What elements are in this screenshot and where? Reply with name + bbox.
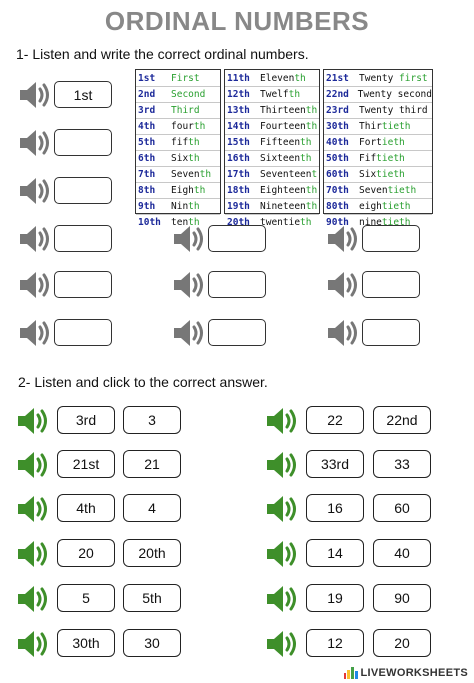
ordinal-word-stem: Sixteen (260, 153, 301, 164)
answer-option[interactable]: 33rd (306, 450, 364, 478)
ordinal-number: 21st (326, 72, 349, 84)
ordinal-number: 70th (326, 185, 349, 196)
answer-option[interactable]: 90 (373, 584, 431, 612)
ordinal-word-suffix: First (171, 72, 200, 84)
speaker-icon[interactable] (265, 492, 301, 526)
ordinal-word-suffix: th (300, 137, 312, 148)
speaker-icon[interactable] (265, 537, 301, 571)
ordinal-number: 5th (138, 137, 156, 148)
reference-row (225, 70, 319, 86)
ordinal-number: 16th (227, 153, 250, 164)
speaker-icon[interactable] (18, 316, 54, 350)
answer-input-4[interactable] (54, 225, 112, 252)
ordinal-word-stem: Six (359, 169, 377, 180)
ordinal-word (257, 201, 317, 212)
ordinal-word-stem: Twenty second (357, 89, 432, 100)
reference-row (324, 70, 432, 86)
ordinal-word (168, 89, 205, 100)
ordinal-word (257, 89, 300, 100)
ordinal-word (168, 137, 200, 148)
answer-option[interactable]: 21st (57, 450, 115, 478)
reference-row (225, 86, 319, 102)
reference-row (324, 102, 432, 118)
reference-row (225, 166, 319, 182)
ordinal-word-suffix: th (305, 201, 318, 212)
ordinal-word-suffix: th (288, 89, 301, 100)
speaker-icon[interactable] (265, 448, 301, 482)
ordinal-word (356, 121, 411, 132)
answer-option[interactable]: 4 (123, 494, 181, 522)
speaker-icon[interactable] (326, 268, 362, 302)
ordinal-word-stem: Seven (171, 169, 200, 180)
speaker-icon[interactable] (16, 492, 52, 526)
reference-row (324, 182, 432, 198)
reference-column-3 (323, 69, 433, 228)
answer-option[interactable]: 40 (373, 539, 431, 567)
speaker-icon[interactable] (16, 582, 52, 616)
ordinal-number: 40th (326, 137, 349, 148)
ordinal-number: 3rd (138, 105, 156, 116)
ordinal-word-suffix: th (193, 121, 206, 132)
reference-row (324, 198, 432, 214)
ordinal-number: 15th (227, 137, 250, 148)
reference-row (136, 214, 220, 230)
ordinal-word-stem: Fourteen (260, 121, 306, 132)
ordinal-word (168, 73, 200, 84)
ordinal-word-stem: fif (171, 137, 189, 148)
ordinal-word (257, 153, 312, 164)
answer-input-12[interactable] (362, 319, 420, 346)
ordinal-word-suffix: th (199, 169, 212, 180)
ordinal-word (356, 185, 416, 196)
ordinal-number: 13th (227, 105, 250, 116)
ordinal-word (257, 137, 312, 148)
ordinal-word-suffix: th (193, 185, 206, 196)
ordinal-word-stem: Twelf (260, 89, 289, 100)
ordinal-number: 18th (227, 185, 250, 196)
speaker-icon[interactable] (18, 78, 54, 112)
answer-input-1[interactable]: 1st (54, 81, 112, 108)
ordinal-word (257, 73, 306, 84)
ordinal-word-stem: Twenty third (359, 105, 428, 116)
ordinal-word-suffix: t (311, 169, 318, 180)
ordinal-word (356, 201, 411, 212)
ordinal-word-stem: eigh (359, 201, 382, 212)
ordinal-word (257, 121, 317, 132)
reference-column-2 (224, 69, 320, 228)
reference-row (136, 70, 220, 86)
reference-row (324, 86, 432, 102)
ordinal-word-stem: Six (171, 153, 189, 164)
ordinal-number: 2nd (138, 89, 156, 100)
ordinal-word (168, 217, 200, 228)
ordinal-word-stem: ten (171, 217, 189, 228)
reference-row (324, 134, 432, 150)
reference-row (136, 198, 220, 214)
ordinal-number: 8th (138, 185, 156, 196)
answer-option[interactable]: 30 (123, 629, 181, 657)
reference-row (136, 182, 220, 198)
answer-input-11[interactable] (208, 319, 266, 346)
speaker-icon[interactable] (16, 404, 52, 438)
liveworksheets-logo (344, 667, 469, 679)
speaker-icon[interactable] (326, 316, 362, 350)
ordinal-number: 30th (326, 121, 349, 132)
speaker-icon[interactable] (18, 222, 54, 256)
ordinal-number: 23rd (326, 105, 349, 116)
speaker-icon[interactable] (16, 537, 52, 571)
answer-option[interactable]: 20th (123, 539, 181, 567)
ordinal-word-stem: Eleven (260, 72, 295, 84)
ordinal-word-suffix: first (399, 72, 428, 84)
ordinal-word (355, 89, 432, 100)
answer-input-2[interactable] (54, 129, 112, 156)
answer-option[interactable]: 20 (373, 629, 431, 657)
answer-option[interactable]: 21 (123, 450, 181, 478)
ordinal-word-suffix: tieth (381, 121, 411, 132)
ordinal-word (356, 73, 428, 84)
ordinal-number: 50th (326, 153, 349, 164)
ordinal-word-stem: Twenty (359, 72, 400, 84)
answer-option[interactable]: 4th (57, 494, 115, 522)
ordinal-number: 7th (138, 169, 156, 180)
reference-row (225, 118, 319, 134)
answer-input-8[interactable] (208, 271, 266, 298)
ordinal-word-suffix: th (188, 201, 200, 212)
ordinal-number: 1st (138, 72, 156, 84)
speaker-icon[interactable] (16, 627, 52, 661)
answer-option[interactable]: 14 (306, 539, 364, 567)
reference-row (324, 214, 432, 230)
answer-option[interactable]: 30th (57, 629, 115, 657)
speaker-icon[interactable] (172, 268, 208, 302)
speaker-icon[interactable] (16, 448, 52, 482)
reference-column-1 (135, 69, 221, 228)
ordinal-word-stem: Thirteen (260, 105, 306, 116)
answer-option[interactable]: 12 (306, 629, 364, 657)
reference-row (225, 102, 319, 118)
ordinal-word (356, 217, 411, 228)
ordinal-word-suffix: tieth (381, 201, 411, 212)
ordinal-word-suffix: th (300, 153, 312, 164)
answer-input-3[interactable] (54, 177, 112, 204)
speaker-icon[interactable] (18, 268, 54, 302)
ordinal-word (257, 105, 317, 116)
answer-option[interactable]: 3 (123, 406, 181, 434)
ordinal-word-stem: Seventeen (260, 169, 312, 180)
answer-input-7[interactable] (54, 271, 112, 298)
ordinal-word-suffix: th (294, 72, 306, 84)
ordinal-word-suffix: th (305, 105, 318, 116)
ordinal-word (356, 169, 405, 180)
speaker-icon[interactable] (18, 174, 54, 208)
ordinal-word-suffix: Third (171, 105, 200, 116)
ordinal-word-stem: Thir (359, 121, 382, 132)
speaker-icon[interactable] (265, 627, 301, 661)
ordinal-number: 12th (227, 89, 250, 100)
ordinal-number: 10th (138, 217, 161, 228)
logo-mark-icon (344, 667, 358, 679)
ordinal-word-stem: Eigh (171, 185, 194, 196)
answer-option[interactable]: 16 (306, 494, 364, 522)
answer-option[interactable]: 33 (373, 450, 431, 478)
speaker-icon[interactable] (265, 582, 301, 616)
ordinal-word-stem: twentie (260, 217, 301, 228)
answer-option[interactable]: 20 (57, 539, 115, 567)
answer-option[interactable]: 3rd (57, 406, 115, 434)
reference-row (225, 182, 319, 198)
page-title: ORDINAL NUMBERS (104, 6, 370, 36)
ordinal-word-stem: Fort (359, 137, 382, 148)
answer-input-10[interactable] (54, 319, 112, 346)
ordinal-word-stem: Nin (171, 201, 189, 212)
answer-option[interactable]: 19 (306, 584, 364, 612)
answer-option[interactable]: 5th (123, 584, 181, 612)
ordinal-word-stem: Nineteen (260, 201, 306, 212)
ordinal-word-suffix: th (300, 217, 312, 228)
ordinal-number: 80th (326, 201, 349, 212)
ordinal-number: 11th (227, 72, 250, 84)
ordinal-number: 20th (227, 217, 250, 228)
reference-row (136, 86, 220, 102)
ordinal-word-suffix: tieth (381, 217, 411, 228)
ordinal-word (356, 137, 405, 148)
ordinal-number: 60th (326, 169, 349, 180)
ordinal-word-suffix: tieth (387, 185, 417, 196)
reference-row (324, 150, 432, 166)
ordinal-word (168, 121, 205, 132)
ordinal-word-suffix: th (188, 137, 200, 148)
ordinal-word-stem: four (171, 121, 194, 132)
reference-row (136, 166, 220, 182)
answer-option[interactable]: 5 (57, 584, 115, 612)
reference-row (136, 102, 220, 118)
ordinal-number: 4th (138, 121, 156, 132)
ordinal-word-suffix: th (188, 153, 200, 164)
section2-instruction: 2- Listen and click to the correct answer. (18, 374, 268, 390)
ordinal-word (168, 153, 200, 164)
speaker-icon[interactable] (18, 126, 54, 160)
answer-option[interactable]: 22nd (373, 406, 431, 434)
speaker-icon[interactable] (172, 316, 208, 350)
reference-row (225, 134, 319, 150)
ordinal-word (356, 153, 405, 164)
ordinal-word-suffix: th (305, 121, 318, 132)
ordinal-word-stem: nine (359, 217, 382, 228)
answer-option[interactable]: 60 (373, 494, 431, 522)
reference-row (324, 166, 432, 182)
ordinal-word-stem: Fifteen (260, 137, 301, 148)
reference-row (225, 150, 319, 166)
brand-name: LIVEWORKSHEETS (360, 667, 468, 679)
ordinal-number: 19th (227, 201, 250, 212)
ordinal-word (257, 217, 312, 228)
section1-instruction: 1- Listen and write the correct ordinal numbers. (16, 46, 309, 62)
ordinal-number: 90th (326, 217, 349, 228)
ordinal-word-suffix: th (305, 185, 318, 196)
ordinal-word (168, 169, 211, 180)
answer-input-9[interactable] (362, 271, 420, 298)
ordinal-word (168, 201, 200, 212)
ordinal-word (257, 169, 317, 180)
ordinal-number: 14th (227, 121, 250, 132)
ordinal-word-suffix: tieth (376, 153, 405, 164)
ordinal-word (356, 105, 428, 116)
reference-row (136, 150, 220, 166)
reference-row (136, 118, 220, 134)
reference-row (225, 214, 319, 230)
answer-option[interactable]: 22 (306, 406, 364, 434)
speaker-icon[interactable] (265, 404, 301, 438)
ordinal-number: 6th (138, 153, 156, 164)
ordinal-word-stem: Seven (359, 185, 388, 196)
ordinal-word-stem: Fif (359, 153, 377, 164)
ordinal-number: 22nd (326, 89, 349, 100)
ordinal-number: 17th (227, 169, 250, 180)
ordinal-word-suffix: th (188, 217, 200, 228)
ordinal-word (168, 185, 205, 196)
ordinal-word (168, 105, 200, 116)
ordinal-number: 9th (138, 201, 156, 212)
reference-row (225, 198, 319, 214)
ordinal-word-suffix: Second (171, 89, 206, 100)
ordinal-word-suffix: ieth (381, 137, 405, 148)
ordinal-word (257, 185, 317, 196)
reference-row (136, 134, 220, 150)
reference-row (324, 118, 432, 134)
ordinal-word-stem: Eighteen (260, 185, 306, 196)
ordinal-word-suffix: tieth (376, 169, 405, 180)
